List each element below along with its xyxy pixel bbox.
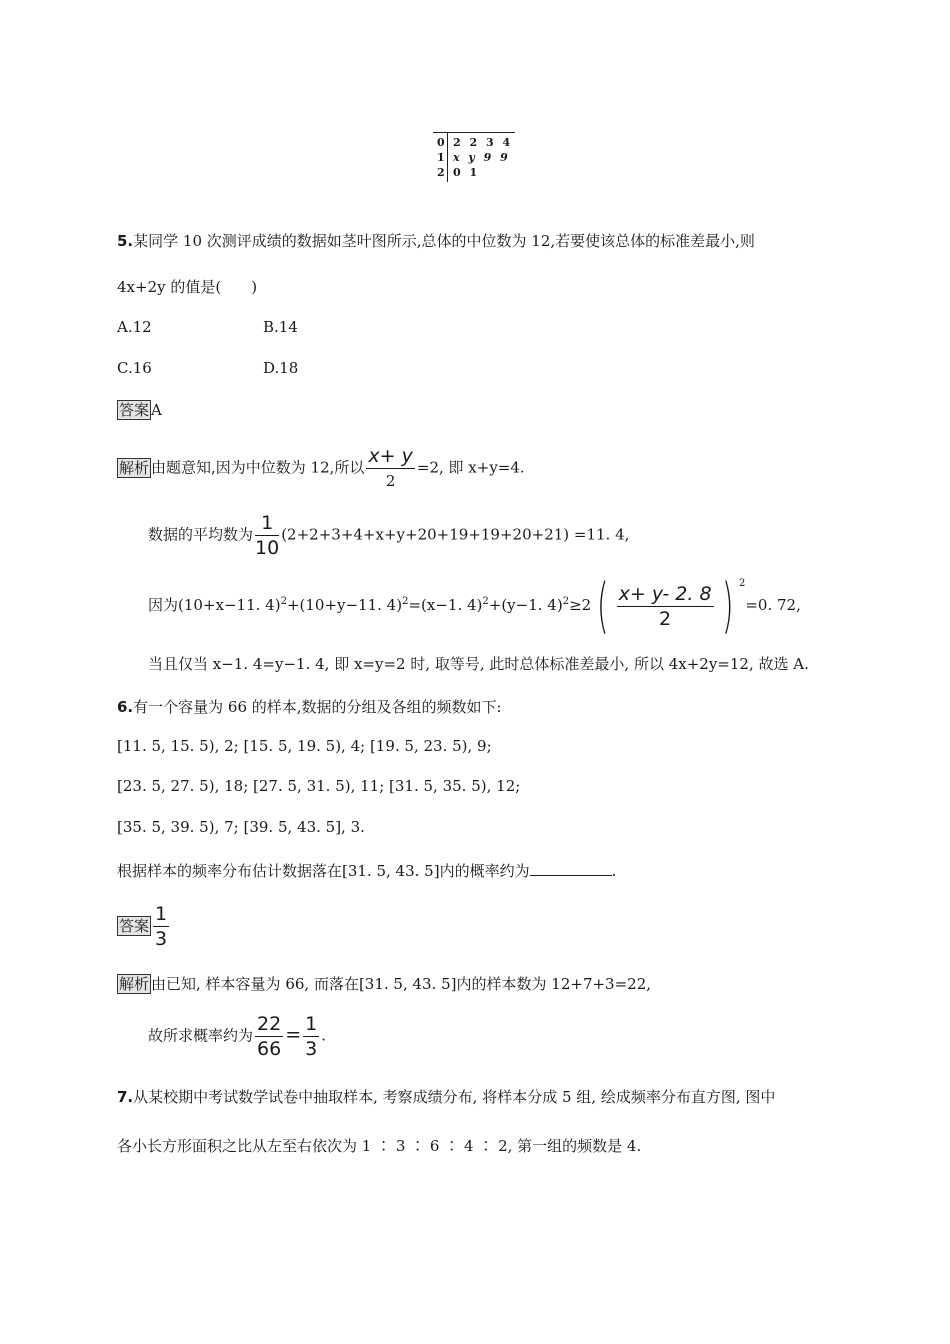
numerator: 22 bbox=[257, 1013, 282, 1035]
mean-text: 数据的平均数为 bbox=[148, 525, 254, 544]
denominator: 66 bbox=[257, 1038, 282, 1060]
q6-groups-line1: [11. 5, 15. 5), 2; [15. 5, 19. 5), 4; [19. 5, 23. 5), 9; bbox=[117, 737, 492, 755]
q5-conclusion: 当且仅当 x−1. 4=y−1. 4, 即 x=y=2 时, 取等号, 此时总体标准差最小, 所以 4x+2y=12, 故选 A. bbox=[148, 655, 809, 673]
numerator: 1 bbox=[155, 903, 168, 925]
ineq-text: +(10+y−11. 4) bbox=[286, 596, 403, 614]
leaves: 0 1 bbox=[453, 166, 479, 179]
question-number: 6. bbox=[117, 698, 134, 716]
option-d: D.18 bbox=[263, 359, 299, 377]
analysis-text: 由已知, 样本容量为 66, 而落在[31. 5, 43. 5]内的样本数为 12+7+3=22, bbox=[151, 975, 652, 993]
analysis-tag: 解析 bbox=[119, 458, 150, 477]
option-c: C.16 bbox=[117, 359, 152, 377]
fraction bbox=[366, 444, 414, 493]
q6-groups-line2: [23. 5, 27. 5), 18; [27. 5, 31. 5), 11; [31. 5, 35. 5), 12; bbox=[117, 777, 521, 795]
denominator: 3 bbox=[155, 928, 168, 950]
answer-value: A bbox=[151, 401, 162, 419]
numerator: 1 bbox=[255, 511, 279, 536]
exponent: 2 bbox=[280, 596, 287, 607]
analysis-text: =2, 即 x+y=4. bbox=[416, 458, 525, 477]
q6-groups-line3: [35. 5, 39. 5), 7; [39. 5, 43. 5], 3. bbox=[117, 818, 365, 836]
analysis-text: 由题意知,因为中位数为 12,所以 bbox=[151, 458, 365, 477]
question-text: 有一个容量为 66 的样本,数据的分组及各组的频数如下: bbox=[133, 698, 502, 716]
ineq-text: +(y−1. 4) bbox=[488, 596, 563, 614]
leaves: 2 2 3 4 bbox=[453, 136, 512, 149]
left-paren: ( bbox=[597, 571, 609, 641]
numerator: x+ y bbox=[368, 445, 413, 467]
fraction bbox=[153, 902, 169, 951]
exponent: 2 bbox=[402, 596, 409, 607]
stem: 0 bbox=[437, 136, 445, 149]
question-text: 从某校期中考试数学试卷中抽取样本, 考察成绩分布, 将样本分成 5 组, 绘成频率分布直方图, 图中 bbox=[133, 1088, 776, 1106]
q6-question bbox=[117, 860, 616, 881]
exponent: 2 bbox=[482, 596, 489, 607]
numerator: 1 bbox=[305, 1013, 318, 1035]
ineq-text: 因为(10+x−11. 4) bbox=[148, 596, 281, 614]
ineq-text: ≥2 bbox=[569, 596, 592, 614]
prob-end: . bbox=[321, 1026, 326, 1045]
answer-tag: 答案 bbox=[119, 401, 150, 419]
question-number: 7. bbox=[117, 1088, 134, 1106]
q6-answer bbox=[117, 902, 171, 951]
q5-inequality-line bbox=[148, 571, 801, 641]
option-b: B.14 bbox=[263, 318, 298, 336]
numerator: x+ y- 2. 8 bbox=[618, 582, 712, 605]
answer-tag: 答案 bbox=[119, 916, 150, 935]
ineq-text: =(x−1. 4) bbox=[408, 596, 483, 614]
fraction bbox=[255, 1012, 283, 1061]
q6-probability-line bbox=[148, 1012, 326, 1061]
stem: 1 bbox=[437, 151, 445, 164]
fraction bbox=[255, 511, 279, 560]
q6-analysis-line1 bbox=[117, 973, 651, 994]
q5-stem-line1 bbox=[117, 230, 755, 251]
right-paren: ) bbox=[721, 571, 734, 641]
q7-line1 bbox=[117, 1086, 775, 1107]
fraction bbox=[617, 582, 714, 631]
stem-leaf-plot bbox=[433, 130, 517, 184]
leaves: x y 9 9 bbox=[453, 151, 509, 164]
q6-stem bbox=[117, 696, 502, 717]
prob-text: 故所求概率约为 bbox=[148, 1026, 254, 1045]
denominator: 2 bbox=[659, 607, 672, 630]
question-text: 根据样本的频率分布估计数据落在[31. 5, 43. 5]内的概率约为 bbox=[117, 862, 530, 880]
ineq-text: =0. 72, bbox=[745, 596, 801, 614]
analysis-tag: 解析 bbox=[119, 975, 150, 993]
fraction bbox=[303, 1012, 319, 1061]
option-a: A.12 bbox=[117, 318, 152, 336]
exponent: 2 bbox=[738, 578, 746, 589]
q5-stem-line2: 4x+2y 的值是( ) bbox=[117, 278, 258, 296]
denominator: 3 bbox=[305, 1038, 318, 1060]
denominator: 2 bbox=[385, 472, 396, 490]
question-end: . bbox=[611, 862, 617, 880]
q5-answer bbox=[117, 399, 162, 420]
equals-sign: = bbox=[285, 1023, 302, 1046]
answer-blank bbox=[530, 861, 612, 876]
stem-leaf-divider bbox=[447, 132, 448, 182]
question-number: 5. bbox=[117, 232, 134, 250]
stem: 2 bbox=[437, 166, 445, 179]
q5-analysis-line1 bbox=[117, 444, 525, 493]
exponent: 2 bbox=[562, 596, 570, 607]
q7-line2: 各小长方形面积之比从左至右依次为 1 ∶ 3 ∶ 6 ∶ 4 ∶ 2, 第一组的频数是 4. bbox=[117, 1137, 642, 1155]
question-text: 某同学 10 次测评成绩的数据如茎叶图所示,总体的中位数为 12,若要使该总体的标准差最小,则 bbox=[133, 232, 755, 250]
stem-leaf-top-rule bbox=[433, 132, 515, 133]
mean-text: (2+2+3+4+x+y+20+19+19+20+21) =11. 4, bbox=[281, 525, 630, 544]
q5-mean-line bbox=[148, 511, 629, 560]
denominator: 10 bbox=[255, 537, 280, 559]
